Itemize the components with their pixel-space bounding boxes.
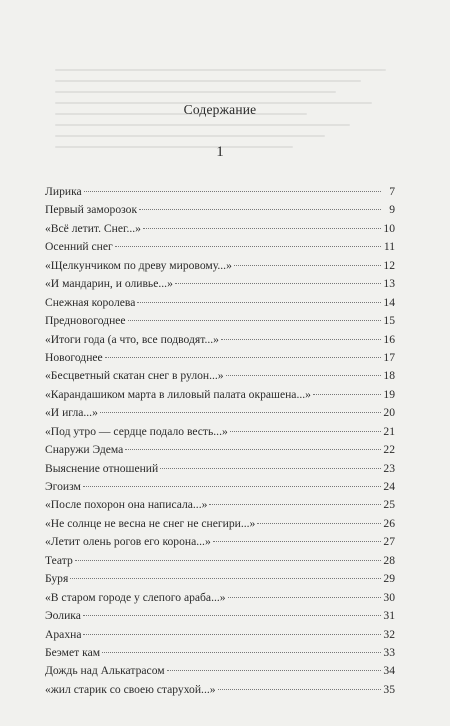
dot-leader bbox=[167, 670, 381, 671]
toc-entry-title: «И мандарин, и оливье...» bbox=[45, 277, 173, 291]
toc-entry-page: 26 bbox=[383, 516, 395, 530]
toc-entry-title: «И игла...» bbox=[45, 406, 98, 420]
toc-entry-page: 13 bbox=[383, 277, 395, 291]
toc-entry-title: «Летит олень рогов его корона...» bbox=[45, 535, 211, 549]
toc-entry-page: 25 bbox=[383, 498, 395, 512]
toc-entry bbox=[45, 404, 395, 422]
toc-entry-title: «В старом городе у слепого араба...» bbox=[45, 590, 226, 604]
toc-entry-title: «Щелкунчиком по древу мировому...» bbox=[45, 258, 232, 272]
toc-entry bbox=[45, 201, 395, 219]
dot-leader bbox=[230, 431, 381, 432]
dot-leader bbox=[209, 504, 381, 505]
dot-leader bbox=[221, 339, 381, 340]
table-of-contents bbox=[45, 183, 395, 699]
toc-entry bbox=[45, 220, 395, 238]
dot-leader bbox=[257, 523, 381, 524]
toc-entry bbox=[45, 257, 395, 275]
toc-entry bbox=[45, 367, 395, 385]
toc-entry-title: Театр bbox=[45, 553, 73, 567]
toc-entry bbox=[45, 312, 395, 330]
toc-entry-title: «Не солнце не весна не снег не снегири...» bbox=[45, 516, 256, 530]
toc-entry bbox=[45, 607, 395, 625]
page-title: Содержание bbox=[183, 102, 257, 117]
toc-entry-page: 29 bbox=[383, 572, 395, 586]
toc-entry-page: 30 bbox=[383, 590, 395, 604]
book-page bbox=[45, 100, 395, 699]
toc-entry bbox=[45, 441, 395, 459]
toc-entry-page: 9 bbox=[389, 203, 395, 217]
toc-entry-title: Дождь над Алькатрасом bbox=[45, 664, 165, 678]
toc-entry bbox=[45, 662, 395, 680]
toc-entry-title: «Бесцветный скатан снег в рулон...» bbox=[45, 369, 224, 383]
toc-entry-page: 11 bbox=[383, 240, 395, 254]
toc-entry bbox=[45, 533, 395, 551]
dot-leader bbox=[105, 357, 381, 358]
toc-entry-title: Эгоизм bbox=[45, 480, 81, 493]
dot-leader bbox=[100, 412, 381, 413]
toc-entry-title: «жил старик со своею старухой...» bbox=[45, 682, 216, 696]
toc-entry-page: 33 bbox=[383, 645, 395, 659]
toc-entry-title: Снежная королева bbox=[45, 295, 136, 309]
toc-entry-page: 7 bbox=[389, 185, 395, 198]
dot-leader bbox=[83, 486, 381, 487]
toc-entry-title: «Итоги года (а что, все подводят...» bbox=[45, 332, 219, 346]
toc-entry bbox=[45, 238, 395, 256]
dot-leader bbox=[125, 449, 381, 450]
dot-leader bbox=[213, 541, 381, 542]
toc-entry-page: 16 bbox=[383, 332, 395, 346]
dot-leader bbox=[143, 228, 381, 229]
toc-entry bbox=[45, 275, 395, 293]
dot-leader bbox=[70, 578, 381, 579]
toc-entry-title: Эолика bbox=[45, 609, 81, 623]
toc-entry-title: «Всё летит. Снег...» bbox=[45, 221, 141, 235]
toc-entry bbox=[45, 423, 395, 441]
toc-entry-page: 20 bbox=[383, 406, 395, 420]
dot-leader bbox=[234, 265, 381, 266]
toc-entry bbox=[45, 183, 395, 201]
toc-entry bbox=[45, 294, 395, 312]
dot-leader bbox=[83, 634, 381, 635]
toc-entry-title: «Под утро — сердце подало весть...» bbox=[45, 424, 228, 438]
dot-leader bbox=[75, 560, 381, 561]
toc-entry-title: Буря bbox=[45, 572, 69, 586]
toc-entry bbox=[45, 496, 395, 514]
toc-entry bbox=[45, 349, 395, 367]
toc-entry bbox=[45, 331, 395, 349]
toc-entry-page: 21 bbox=[383, 424, 395, 438]
toc-entry-page: 31 bbox=[383, 609, 395, 623]
toc-entry bbox=[45, 570, 395, 588]
dot-leader bbox=[228, 597, 381, 598]
toc-entry-title: «Карандашиком марта в лиловый палата окрашена...» bbox=[45, 387, 311, 401]
dot-leader bbox=[139, 209, 381, 210]
toc-entry-page: 14 bbox=[383, 295, 395, 309]
toc-entry-page: 28 bbox=[383, 553, 395, 567]
toc-entry-title: Первый заморозок bbox=[45, 203, 138, 217]
dot-leader bbox=[84, 191, 381, 192]
toc-entry-page: 27 bbox=[383, 535, 395, 549]
dot-leader bbox=[128, 320, 381, 321]
toc-entry-page: 12 bbox=[383, 258, 395, 272]
dot-leader bbox=[115, 246, 381, 247]
toc-entry-title: Предновогоднее bbox=[45, 314, 126, 328]
toc-entry-title: Снаружи Эдема bbox=[45, 443, 124, 457]
toc-entry-page: 35 bbox=[383, 682, 395, 696]
toc-entry-title: Выяснение отношений bbox=[45, 461, 159, 475]
dot-leader bbox=[102, 652, 381, 653]
section-number: 1 bbox=[216, 144, 224, 160]
dot-leader bbox=[226, 375, 381, 376]
dot-leader bbox=[83, 615, 381, 616]
toc-entry bbox=[45, 386, 395, 404]
toc-entry-title: Новогоднее bbox=[45, 350, 103, 364]
toc-entry-page: 22 bbox=[383, 443, 395, 457]
toc-entry bbox=[45, 478, 395, 496]
toc-entry-title: Арахна bbox=[45, 627, 82, 641]
toc-entry-page: 24 bbox=[383, 480, 395, 493]
toc-entry-page: 34 bbox=[383, 664, 395, 678]
dot-leader bbox=[160, 468, 381, 469]
toc-entry-page: 15 bbox=[383, 314, 395, 328]
toc-entry-title: Беэмет кам bbox=[45, 645, 101, 659]
toc-entry bbox=[45, 681, 395, 699]
toc-entry bbox=[45, 552, 395, 570]
dot-leader bbox=[175, 283, 381, 284]
toc-entry-page: 19 bbox=[383, 387, 395, 401]
toc-entry-title: Лирика bbox=[45, 185, 82, 198]
toc-entry bbox=[45, 644, 395, 662]
toc-entry bbox=[45, 589, 395, 607]
toc-entry-page: 32 bbox=[383, 627, 395, 641]
dot-leader bbox=[313, 394, 381, 395]
toc-entry-page: 18 bbox=[383, 369, 395, 383]
dot-leader bbox=[137, 302, 381, 303]
toc-entry bbox=[45, 515, 395, 533]
toc-entry bbox=[45, 626, 395, 644]
toc-entry-page: 17 bbox=[383, 350, 395, 364]
toc-entry-title: Осенний снег bbox=[45, 240, 113, 254]
toc-entry-page: 10 bbox=[383, 221, 395, 235]
toc-entry-page: 23 bbox=[383, 461, 395, 475]
dot-leader bbox=[218, 689, 381, 690]
toc-entry-title: «После похорон она написала...» bbox=[45, 498, 208, 512]
toc-entry bbox=[45, 460, 395, 478]
